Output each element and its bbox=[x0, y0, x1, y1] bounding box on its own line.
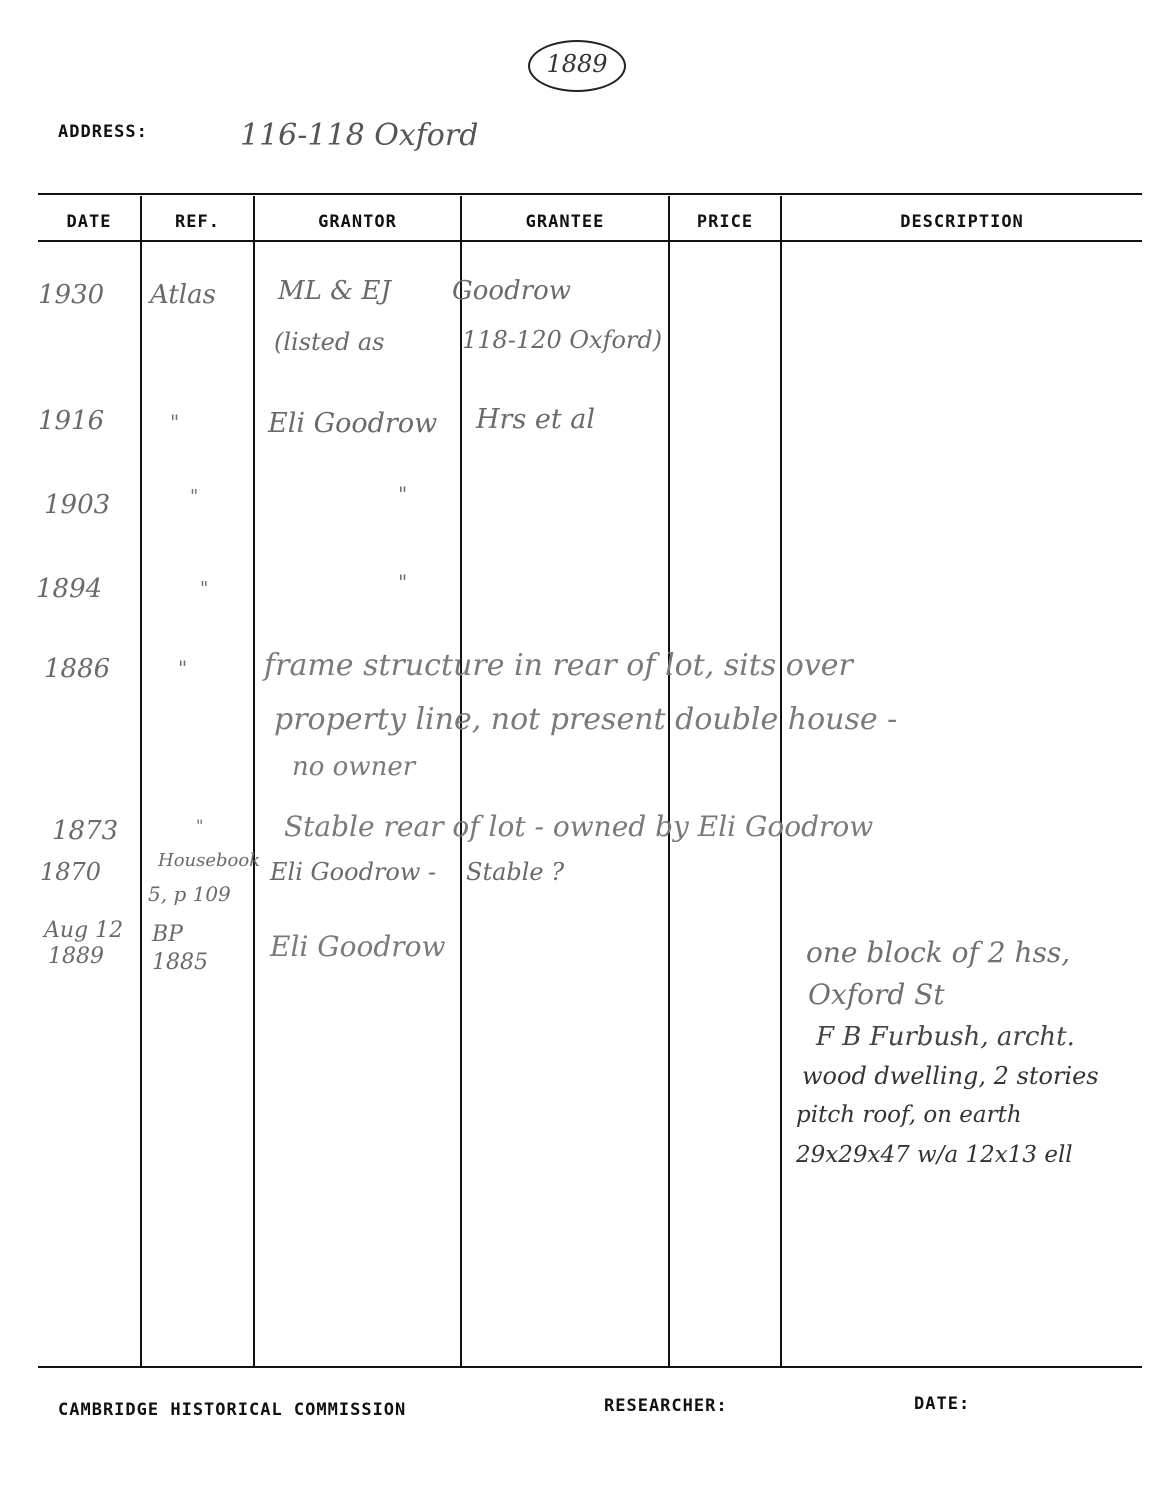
column-header-ref: REF. bbox=[175, 212, 220, 232]
entry-date: 1873 bbox=[52, 816, 119, 846]
description-line: 29x29x47 w/a 12x13 ell bbox=[796, 1142, 1073, 1168]
entry-ref: Atlas bbox=[150, 280, 216, 310]
column-divider-price bbox=[668, 196, 670, 1368]
entry-grantor-note: (listed as bbox=[274, 328, 385, 356]
table-top-rule bbox=[38, 193, 1142, 195]
entry-grantor: Eli Goodrow - bbox=[270, 858, 437, 886]
address-value: 116-118 Oxford bbox=[240, 118, 479, 153]
entry-grantee: Stable ? bbox=[466, 858, 565, 886]
footer-researcher-label: RESEARCHER: bbox=[604, 1396, 728, 1416]
header-bottom-rule bbox=[38, 240, 1142, 242]
entry-grantee: Goodrow bbox=[452, 276, 572, 306]
entry-grantee: Hrs et al bbox=[476, 404, 596, 435]
entry-grantor: Eli Goodrow bbox=[270, 930, 446, 963]
entry-date: 1916 bbox=[38, 406, 105, 436]
table-bottom-rule bbox=[38, 1366, 1142, 1368]
entry-ref: " bbox=[170, 410, 180, 434]
entry-ref: " bbox=[196, 816, 204, 835]
entry-ref: BP bbox=[152, 922, 183, 947]
entry-date-year: 1889 bbox=[48, 944, 104, 969]
entry-ref: " bbox=[178, 656, 188, 680]
column-header-date: DATE bbox=[66, 212, 112, 232]
column-divider-grantee bbox=[460, 196, 462, 1368]
description-line: wood dwelling, 2 stories bbox=[802, 1062, 1099, 1090]
year-stamp-text: 1889 bbox=[546, 50, 608, 78]
entry-note: Stable rear of lot - owned by Eli Goodrow bbox=[284, 810, 874, 843]
year-stamp bbox=[528, 40, 626, 92]
column-header-description: DESCRIPTION bbox=[900, 212, 1024, 232]
description-line: F B Furbush, archt. bbox=[816, 1022, 1075, 1052]
column-header-grantee: GRANTEE bbox=[525, 212, 605, 232]
column-header-grantor: GRANTOR bbox=[318, 212, 397, 232]
entry-date: 1903 bbox=[44, 490, 111, 520]
entry-note-line-2: property line, not present double house - bbox=[274, 702, 898, 737]
description-line: pitch roof, on earth bbox=[796, 1102, 1022, 1128]
entry-date: 1886 bbox=[44, 654, 111, 684]
entry-grantor: ML & EJ bbox=[278, 276, 391, 306]
entry-grantor: Eli Goodrow bbox=[268, 408, 438, 439]
entry-ref-number: 1885 bbox=[152, 950, 208, 975]
footer-date-label: DATE: bbox=[914, 1394, 971, 1414]
entry-note-line-1: frame structure in rear of lot, sits over bbox=[264, 648, 853, 683]
column-header-price: PRICE bbox=[696, 212, 754, 232]
column-divider-ref bbox=[140, 196, 142, 1368]
entry-ref: " bbox=[200, 578, 209, 599]
entry-date: 1930 bbox=[38, 280, 105, 310]
entry-grantor: " bbox=[398, 482, 408, 506]
description-line: Oxford St bbox=[808, 978, 945, 1011]
entry-grantee-note: 118-120 Oxford) bbox=[462, 326, 663, 354]
entry-date: Aug 12 bbox=[44, 918, 124, 943]
column-divider-description bbox=[780, 196, 782, 1368]
address-label: ADDRESS: bbox=[58, 122, 148, 142]
entry-ref: Housebook bbox=[158, 850, 261, 871]
entry-date: 1870 bbox=[40, 858, 102, 886]
footer-commission: CAMBRIDGE HISTORICAL COMMISSION bbox=[58, 1400, 407, 1420]
description-line: one block of 2 hss, bbox=[806, 936, 1071, 969]
column-divider-grantor bbox=[253, 196, 255, 1368]
entry-date: 1894 bbox=[36, 574, 103, 604]
entry-ref: " bbox=[190, 486, 199, 507]
entry-note-line-3: no owner bbox=[292, 752, 416, 782]
entry-grantor: " bbox=[398, 570, 408, 594]
entry-ref-page: 5, p 109 bbox=[148, 882, 231, 906]
